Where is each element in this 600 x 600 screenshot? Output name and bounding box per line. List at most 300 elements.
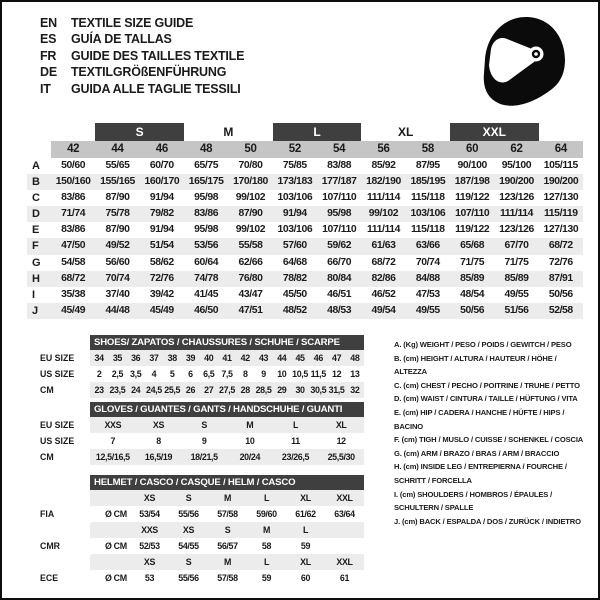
helmet-value: 59/60 [256,509,277,519]
language-code: FR [40,48,57,63]
helmet-label-spacer [27,554,90,570]
size-value: 91/94 [149,224,174,236]
size-value: 74/78 [184,271,228,287]
size-column-header: 56 [361,141,405,158]
gloves-value: 12,5/16,5 [90,449,136,465]
size-value: 87/90 [228,206,272,222]
size-column-header: 46 [140,141,184,158]
shoes-value: 45 [291,350,309,366]
helmet-title: HELMET / CASCO / CASQUE / HELM / CASCO [90,475,364,490]
shoes-value: 35 [108,350,126,366]
guide-title: GUÍA DE TALLAS [71,32,172,47]
gloves-value: XL [318,417,364,433]
size-value: 111/114 [494,206,538,222]
gloves-value: 7 [110,436,116,446]
helmet-size-header: M [247,522,286,538]
size-value: 68/72 [539,238,583,254]
size-value: 48/52 [273,303,317,319]
size-value: 187/198 [450,174,494,190]
size-value: 55/58 [228,238,272,254]
size-value: 71/75 [460,256,485,268]
legend-item: E. (cm) HIP / CADERA / HANCHE / HÜFTE / HIPS / BACINO [394,407,565,431]
helmet-size-header: XS [130,490,169,506]
size-value: 87/91 [539,271,583,287]
size-value: 111/114 [366,192,401,204]
legend-item: B. (cm) HEIGHT / ALTURA / HAUTEUR / HÖHE / ALTEZZA [394,353,557,377]
shoes-value: 39 [181,350,199,366]
shoes-value: 27,5 [218,382,236,398]
helmet-size-header: S [169,490,208,506]
shoes-value: 11,5 [310,369,327,379]
size-value: 119/122 [455,224,490,236]
size-value: 87/90 [105,192,130,204]
row-letter: G [32,256,41,269]
shoes-value: 40 [200,350,218,366]
helmet-size-header: M [208,554,247,570]
size-value: 127/130 [543,192,579,204]
gloves-value: 9 [201,436,207,446]
size-value: 105/115 [543,160,578,171]
legend-item: A. (Kg) WEIGHT / PESO / POIDS / GEWITCH / PESO [394,340,572,349]
helmet-size-header: L [286,522,325,538]
helmet-unit-spacer [90,490,130,506]
size-value: 49/52 [95,238,139,254]
group-spacer-letter [27,123,51,141]
size-column-header: 62 [494,141,538,158]
size-value: 64/68 [282,256,307,268]
size-value: 48/53 [317,303,361,319]
helmet-value: 55/56 [178,573,199,583]
shoes-value: 46 [309,350,327,366]
row-letter: B [27,174,51,190]
size-value: 87/90 [105,224,130,236]
size-value: 39/42 [149,288,174,300]
shoes-value: 12 [332,369,342,379]
size-value: 160/170 [140,174,184,190]
size-value: 49/55 [504,288,529,300]
gloves-value: 23/26,5 [273,449,319,465]
size-value: 83/88 [327,160,352,171]
gloves-value: M [227,417,273,433]
gloves-value: 20/24 [227,449,273,465]
size-value: 47/53 [415,288,440,300]
gloves-value: XXS [90,417,136,433]
size-value: 72/76 [140,271,184,287]
size-value: 49/54 [361,303,405,319]
size-value: 170/180 [228,174,272,190]
helmet-icon [472,12,572,112]
size-value: 51/54 [140,238,184,254]
helmet-value: 59 [300,541,311,551]
size-column-header: 44 [95,141,139,158]
main-size-table [27,123,583,319]
size-value: 190/200 [539,174,583,190]
gloves-value: S [181,417,227,433]
size-column-header: 64 [539,141,583,158]
size-value: 95/100 [501,160,532,171]
shoes-value: 47 [327,350,345,366]
size-value: 72/76 [548,256,573,268]
size-value: 46/50 [184,303,228,319]
size-value: 99/102 [235,192,266,204]
guide-title: TEXTILE SIZE GUIDE [71,16,194,30]
gloves-row-label: CM [40,452,54,462]
helmet-size-header: XL [286,554,325,570]
size-group-xl: XL [397,125,414,139]
size-value: 84/88 [406,271,450,287]
size-value: 190/200 [494,174,538,190]
group-spacer-42 [51,123,95,141]
row-letter: A [32,160,40,172]
size-value: 85/89 [450,271,494,287]
helmet-value: 61 [339,573,350,583]
helmet-size-header: S [169,554,208,570]
size-value: 103/106 [277,192,313,204]
size-value: 41/45 [194,288,219,300]
gloves-value: XS [136,417,182,433]
guide-title: GUIDA ALLE TAGLIE TESSILI [71,81,241,96]
size-value: 83/86 [184,206,228,222]
helmet-size-header: L [247,554,286,570]
size-value: 91/94 [273,206,317,222]
helmet-unit-spacer [90,522,130,538]
language-code: ES [40,32,57,47]
helmet-size-header: XS [130,554,169,570]
size-value: 47/50 [51,238,95,254]
size-value: 49/55 [406,303,450,319]
language-code: IT [40,81,51,96]
language-row-es [40,31,244,47]
size-value: 82/86 [361,271,405,287]
size-value: 115/118 [411,192,445,204]
size-value: 45/49 [140,303,184,319]
size-value: 53/56 [184,238,228,254]
shoes-value: 29 [273,382,291,398]
size-value: 55/65 [105,160,130,171]
helmet-standard-ece: ECE [40,573,59,583]
size-value: 47/51 [228,303,272,319]
shoes-value: 25,5 [163,382,181,398]
size-value: 107/110 [322,192,357,204]
helmet-size-header: XXS [130,522,169,538]
size-group-s: S [95,123,184,141]
helmet-size-header: XL [286,490,325,506]
size-value: 59/62 [317,238,361,254]
size-value: 91/94 [149,192,174,204]
size-value: 62/66 [238,256,263,268]
helmet-size-header: XS [169,522,208,538]
shoes-row-label: US SIZE [40,369,75,379]
size-value: 107/110 [322,224,357,236]
size-value: 54/58 [61,256,86,268]
shoes-value: 43 [254,350,272,366]
size-column-header: 58 [406,141,450,158]
helmet-size-header [325,522,364,538]
gloves-value: 25,5/30 [318,449,364,465]
size-group-m: M [223,125,234,139]
helmet-size-table [27,475,364,586]
shoes-value: 31,5 [327,382,345,398]
size-value: 75/78 [95,206,139,222]
language-code: EN [40,16,57,30]
helmet-value: 56/57 [217,541,238,551]
helmet-size-header: L [247,490,286,506]
size-value: 50/60 [61,160,86,171]
size-value: 52/58 [539,303,583,319]
shoes-value: 9 [261,369,266,379]
gloves-title: GLOVES / GUANTES / GANTS / HANDSCHUHE / GUANTI [90,402,364,417]
size-value: 45/50 [282,288,307,300]
size-value: 35/38 [61,288,86,300]
shoes-value: 7,5 [221,369,233,379]
size-value: 127/130 [543,224,579,236]
helmet-label-spacer [27,490,90,506]
shoes-value: 36 [127,350,145,366]
shoes-value: 2,5 [111,369,124,379]
shoes-value: 23,5 [108,382,126,398]
helmet-value: 58 [261,541,272,551]
shoes-value: 32 [346,382,364,398]
helmet-value: 57/58 [217,573,238,583]
helmet-value: 52/53 [139,541,160,551]
size-value: 60/70 [149,160,174,171]
size-value: 58/62 [149,256,174,268]
size-value: 67/70 [494,238,538,254]
gloves-row-label: EU SIZE [40,420,75,430]
size-value: 65/68 [450,238,494,254]
shoes-value: 6 [188,369,193,379]
row-letter: C [32,192,40,205]
size-value: 79/82 [140,206,184,222]
shoes-value: 41 [218,350,236,366]
size-value: 70/80 [238,160,263,171]
size-value: 46/52 [371,288,396,300]
helmet-value: 63/64 [334,509,355,519]
shoes-row-label: CM [40,385,54,395]
size-value: 50/56 [450,303,494,319]
size-column-header: 52 [273,141,317,158]
size-value: 37/40 [105,288,130,300]
shoes-value: 30,5 [309,382,327,398]
size-value: 115/118 [411,224,445,236]
legend-item: J. (cm) BACK / ESPALDA / DOS / ZURÜCK / INDIETRO [394,516,581,526]
shoes-value: 30 [291,382,309,398]
size-value: 177/187 [317,174,361,190]
size-value: 87/95 [415,160,440,171]
helmet-value: 55/56 [178,509,199,519]
size-value: 99/102 [235,224,266,236]
helmet-unit: Ø CM [105,541,127,551]
gloves-value: 10 [245,436,255,446]
legend-item: D. (cm) WAIST / CINTURA / TAILLE / HÜFTUNG / VITA [394,394,578,404]
language-row-de [40,64,244,80]
shoes-value: 10,5 [292,369,308,379]
size-value: 150/160 [51,174,95,190]
size-value: 90/100 [457,160,487,171]
shoes-value: 4 [151,369,157,379]
shoes-value: 28 [236,382,254,398]
language-row-en [40,15,244,31]
shoes-value: 23 [90,382,108,398]
shoes-value: 24 [127,382,145,398]
gloves-value: 16,5/19 [136,449,182,465]
language-title-list [40,15,244,97]
size-value: 51/56 [494,303,538,319]
row-letter: J [27,303,51,319]
colhead-spacer [27,141,51,158]
size-value: 46/51 [327,288,352,300]
shoes-value: 26 [181,382,199,398]
size-column-header: 48 [184,141,228,158]
size-value: 85/92 [371,160,396,171]
shoes-size-table [27,335,364,398]
size-value: 111/114 [366,224,401,236]
row-letter: I [32,288,35,301]
size-value: 103/106 [277,224,313,236]
shoes-value: 13 [350,369,360,379]
size-value: 75/85 [282,160,307,171]
size-value: 103/106 [406,206,450,222]
shoes-value: 37 [145,350,163,366]
shoes-value: 6,5 [203,369,215,379]
helmet-size-header: XXL [325,490,364,506]
shoes-value: 27 [200,382,218,398]
helmet-size-header: S [208,522,247,538]
helmet-standard-fia: FIA [40,509,55,519]
helmet-value: 60 [300,573,311,583]
size-value: 43/47 [238,288,263,300]
size-value: 45/49 [51,303,95,319]
shoes-value: 44 [273,350,291,366]
shoes-row-label: EU SIZE [40,353,75,363]
size-value: 182/190 [361,174,405,190]
size-value: 185/195 [406,174,450,190]
size-value: 56/60 [105,256,130,268]
guide-title: GUIDE DES TAILLES TEXTILE [71,48,245,63]
size-value: 60/64 [194,256,219,268]
gloves-size-table [27,402,364,465]
row-letter: F [27,238,51,254]
language-row-it [40,81,244,97]
size-value: 155/165 [95,174,139,190]
size-column-header: 60 [450,141,494,158]
size-value: 70/74 [415,256,440,268]
language-code: DE [40,65,57,80]
size-value: 78/82 [273,271,317,287]
size-value: 66/70 [327,256,352,268]
helmet-label-spacer [27,522,90,538]
size-value: 68/72 [51,271,95,287]
helmet-value: 53 [144,573,155,583]
size-value: 173/183 [273,174,317,190]
size-value: 99/102 [361,206,405,222]
gloves-value: 18/21,5 [181,449,227,465]
size-value: 83/86 [61,224,86,236]
size-value: 80/84 [317,271,361,287]
size-value: 95/98 [317,206,361,222]
legend-item: C. (cm) CHEST / PECHO / POITRINE / TRUHE / PETTO [394,380,580,390]
size-value: 50/56 [548,288,573,300]
legend-item: I. (cm) SHOULDERS / HOMBROS / ÉPAULES / SCHULTERN / SPALLE [394,489,553,513]
size-value: 123/126 [499,224,534,236]
legend-item: F. (cm) TIGH / MUSLO / CUISSE / SCHENKEL / COSCIA [394,435,584,445]
group-spacer-64 [539,123,583,141]
shoes-title: SHOES/ ZAPATOS / CHAUSSURES / SCHUHE / SCARPE [90,335,364,350]
shoes-value: 8 [242,369,248,379]
size-value: 65/75 [194,160,219,171]
legend-item: G. (cm) ARM / BRAZO / BRAS / ARM / BRACCIO [394,448,560,458]
size-value: 107/110 [450,206,494,222]
measurement-legend [394,338,590,528]
size-value: 71/74 [51,206,95,222]
helmet-unit: Ø CM [105,509,127,519]
helmet-value: 59 [261,573,272,583]
helmet-value: 61/62 [295,509,316,519]
size-value: 123/126 [499,192,534,204]
size-group-l: L [273,123,362,141]
helmet-standard-cmr: CMR [40,541,61,551]
helmet-value: 53/54 [139,509,160,519]
size-value: 85/89 [494,271,538,287]
size-value: 70/74 [95,271,139,287]
helmet-size-header: XXL [325,554,364,570]
shoes-value: 2 [96,369,102,379]
shoes-value: 28,5 [254,382,272,398]
helmet-unit-spacer [90,554,130,570]
helmet-size-header: M [208,490,247,506]
size-value: 48/54 [460,288,485,300]
size-value: 95/98 [194,224,219,236]
size-value: 57/60 [273,238,317,254]
row-letter: E [32,224,39,237]
size-column-header: 54 [317,141,361,158]
shoes-value: 34 [90,350,108,366]
legend-item: H. (cm) INSIDE LEG / ENTREPIERNA / FOURCHE / SCHRITT / FORCELLA [394,462,567,485]
size-column-header: 50 [228,141,272,158]
gloves-value: 12 [336,436,346,446]
shoes-value: 24,5 [145,382,163,398]
size-value: 68/72 [371,256,396,268]
size-value: 119/122 [455,192,490,204]
size-value: 165/175 [184,174,228,190]
gloves-value: L [273,417,319,433]
shoes-value: 48 [346,350,364,366]
shoes-value: 38 [163,350,181,366]
shoes-value: 5 [169,369,175,379]
row-letter: H [27,271,51,287]
size-value: 63/66 [406,238,450,254]
gloves-value: 8 [156,436,161,446]
size-value: 115/119 [539,206,583,222]
size-column-header: 42 [51,141,95,158]
shoes-value: 42 [236,350,254,366]
size-value: 61/63 [361,238,405,254]
row-letter: D [27,206,51,222]
gloves-value: 11 [291,436,300,446]
shoes-value: 3,5 [130,369,142,379]
gloves-row-label: US SIZE [40,436,75,446]
helmet-value: 57/58 [217,509,238,519]
helmet-value [325,538,364,554]
shoes-value: 10 [277,369,287,379]
size-value: 95/98 [194,192,219,204]
helmet-unit: Ø CM [105,573,127,583]
language-row-fr [40,48,244,64]
helmet-value: 54/55 [178,541,199,551]
size-group-xxl: XXL [450,123,539,141]
guide-title: TEXTILGRÖßENFÜHRUNG [71,65,227,80]
size-value: 44/48 [95,303,139,319]
